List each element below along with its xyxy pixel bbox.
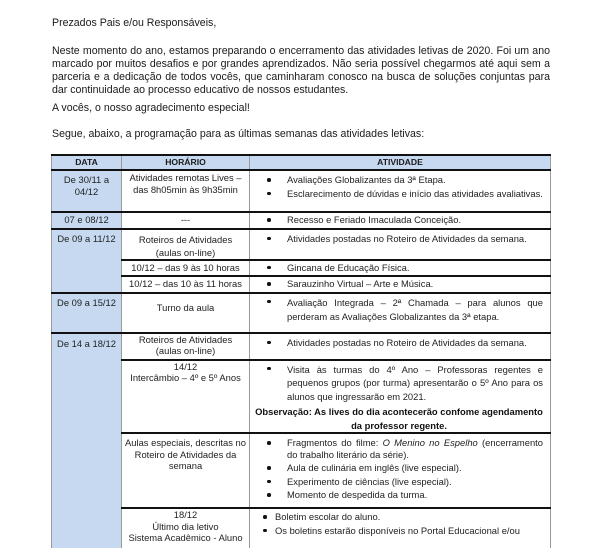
activity-cell <box>250 360 551 434</box>
thanks-paragraph: A vocês, o nosso agradecimento especial! <box>52 102 550 115</box>
activity-item: Momento de despedida da turma. <box>287 489 547 501</box>
table-row <box>52 260 551 277</box>
header-date: DATA <box>52 155 122 170</box>
table-row <box>52 333 551 360</box>
header-activity: ATIVIDADE <box>250 155 551 170</box>
header-time: HORÁRIO <box>122 155 250 170</box>
activity-cell <box>250 333 551 360</box>
date-cell: De 14 a 18/12 <box>52 333 122 548</box>
time-date: 18/12 <box>125 509 246 521</box>
time-cell: 10/12 – das 9 às 10 horas <box>122 260 250 277</box>
observation-note: Observação: As lives do dia acontecerão confome agendamento da professor regente. <box>251 405 547 432</box>
activity-cell <box>250 433 551 508</box>
film-title: O Menino no Espelho <box>383 437 478 448</box>
time-label: Intercâmbio – 4º e 5º Anos <box>125 372 246 384</box>
activity-cell <box>250 508 551 548</box>
schedule-table <box>51 154 551 548</box>
activity-item: Avaliações Globalizantes da 3ª Etapa. <box>287 174 547 186</box>
time-sublabel: Sistema Acadêmico - Aluno <box>125 532 246 544</box>
activity-item: Recesso e Feriado Imaculada Conceição. <box>287 214 547 226</box>
table-row <box>52 433 551 508</box>
time-cell: Roteiros de Atividades (aulas on-line) <box>122 229 250 260</box>
table-row <box>52 170 551 212</box>
film-prefix: Fragmentos do filme: <box>287 437 383 448</box>
activity-item: Aula de culinária em inglês (live especial). <box>287 462 547 474</box>
activity-item: Experimento de ciências (live especial). <box>287 476 547 488</box>
activity-item: Sarauzinho Virtual – Arte e Música. <box>287 278 547 290</box>
date-cell: De 30/11 a 04/12 <box>52 170 122 212</box>
date-cell: De 09 a 15/12 <box>52 293 122 333</box>
schedule-intro: Segue, abaixo, a programação para as últimas semanas das atividades letivas: <box>52 128 550 141</box>
table-row <box>52 508 551 548</box>
activity-item: Atividades postadas no Roteiro de Atividades da semana. <box>287 337 547 349</box>
time-cell: Aulas especiais, descritas no Roteiro de Atividades da semana <box>122 433 250 508</box>
activity-cell <box>250 293 551 333</box>
time-cell <box>122 508 250 548</box>
activity-cell <box>250 170 551 212</box>
date-cell: 07 e 08/12 <box>52 212 122 229</box>
activity-item: Atividades postadas no Roteiro de Atividades da semana. <box>287 233 547 245</box>
activity-cell <box>250 229 551 260</box>
activity-item: Visita às turmas do 4º Ano – Professoras regentes e pequenos grupos (por turma) apresentarão o 5º Ano para os alunos que ingressarão em 2021. <box>287 363 547 404</box>
activity-item <box>287 437 547 460</box>
greeting: Prezados Pais e/ou Responsáveis, <box>52 17 550 30</box>
time-cell: Roteiros de Atividades (aulas on-line) <box>122 333 250 360</box>
time-label: Último dia letivo <box>125 521 246 533</box>
table-row <box>52 229 551 260</box>
activity-item: Esclarecimento de dúvidas e início das atividades avaliativas. <box>287 188 547 200</box>
table-row <box>52 293 551 333</box>
date-cell: De 09 a 11/12 <box>52 229 122 293</box>
table-header-row <box>52 155 551 170</box>
time-date: 14/12 <box>125 361 246 373</box>
table-row <box>52 212 551 229</box>
time-cell: Turno da aula <box>122 293 250 333</box>
activity-item: Os boletins estarão disponíveis no Portal Educacional e/ou <box>275 525 547 537</box>
activity-item: Gincana de Educação Física. <box>287 262 547 274</box>
intro-paragraph: Neste momento do ano, estamos preparando o encerramento das atividades letivas de 2020. Foi um ano marcado por muitos desafios e por grandes aprendizados. Não seria possível chegarmos até aqui sem a parceria e a dedicação de todos vocês, que caminharam conosco na busca de soluções conjuntas para dar continuidade ao processo educativo de nossos estudantes. <box>52 45 550 97</box>
time-cell: 10/12 – das 10 às 11 horas <box>122 276 250 293</box>
activity-cell <box>250 260 551 277</box>
time-cell <box>122 360 250 434</box>
time-cell: Atividades remotas Lives – das 8h05min às 9h35min <box>122 170 250 212</box>
time-cell: --- <box>122 212 250 229</box>
activity-item: Avaliação Integrada – 2ª Chamada – para alunos que perderam as Avaliações Globalizantes da 3ª etapa. <box>287 296 547 324</box>
activity-cell <box>250 212 551 229</box>
activity-item: Boletim escolar do aluno. <box>275 511 547 523</box>
table-row <box>52 360 551 434</box>
activity-cell <box>250 276 551 293</box>
table-row <box>52 276 551 293</box>
film-suffix: (encerramento do trabalho literário da série). <box>287 437 543 460</box>
